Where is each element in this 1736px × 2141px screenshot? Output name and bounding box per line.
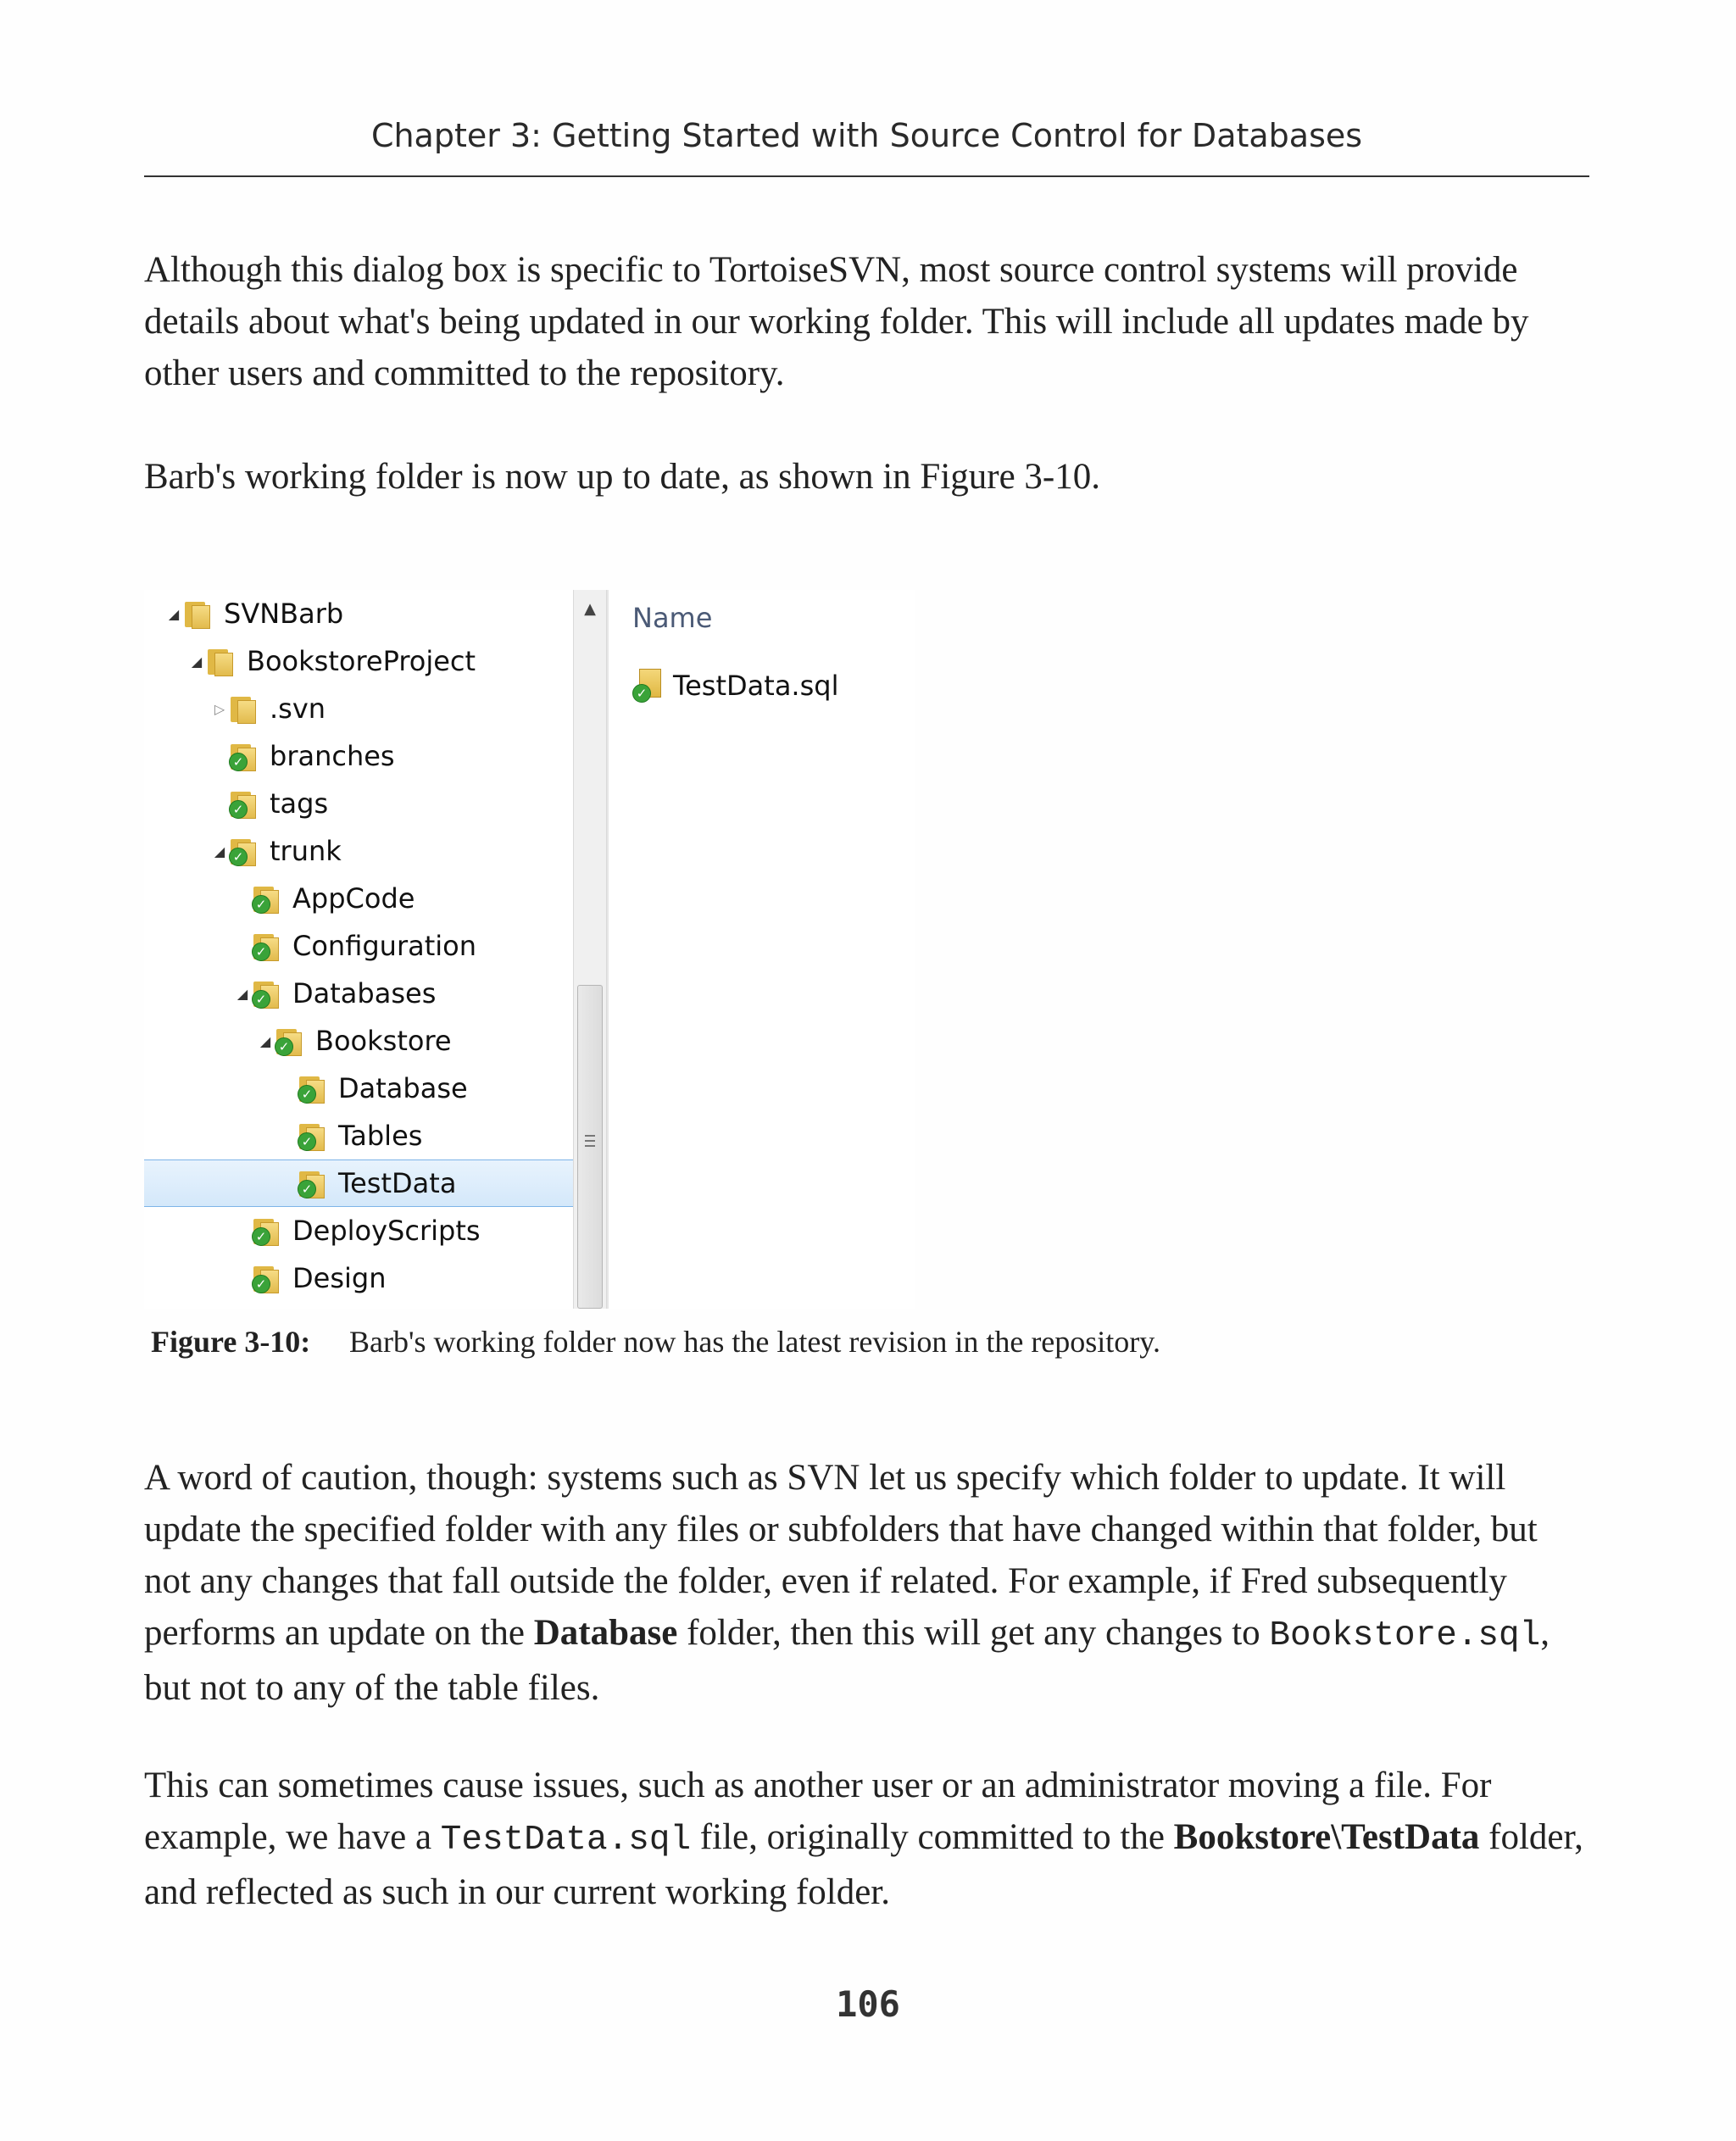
name-column-header[interactable]: Name xyxy=(632,602,713,634)
bold-term: Bookstore\TestData xyxy=(1173,1817,1480,1857)
paragraph-2: Barb's working folder is now up to date, as shown in Figure 3-10. xyxy=(144,457,1100,497)
code-term: TestData.sql xyxy=(440,1821,692,1860)
text-run: folder, then this will get any changes to xyxy=(677,1613,1270,1653)
tree-item-label: .svn xyxy=(270,692,326,725)
expand-arrow-icon[interactable]: ◢ xyxy=(214,842,225,859)
text-run: , but not to any of the table files. xyxy=(144,1613,1550,1708)
paragraph-4 xyxy=(144,1760,1589,1918)
svn-folder-icon: ✓ xyxy=(252,978,282,1009)
scroll-up-arrow-icon[interactable]: ▲ xyxy=(584,600,596,618)
paragraph-3 xyxy=(144,1452,1589,1714)
caption-text: Barb's working folder now has the latest revision in the repository. xyxy=(349,1325,1160,1359)
svn-folder-icon: ✓ xyxy=(298,1073,328,1104)
tree-item-label: DeployScripts xyxy=(292,1215,481,1247)
tree-item-label: branches xyxy=(270,740,395,772)
paragraph-1: Although this dialog box is specific to TortoiseSVN, most source control systems will provide details about what's being updated in our working folder. This will include all updates made by other users and committed to the repository. xyxy=(144,250,1529,393)
svn-folder-icon: ✓ xyxy=(252,1215,282,1246)
tree-item-label: Design xyxy=(292,1262,387,1294)
tree-item-branches[interactable] xyxy=(144,732,573,780)
svn-folder-icon: ✓ xyxy=(229,741,259,771)
svn-folder-icon: ✓ xyxy=(275,1026,305,1056)
svn-file-icon: ✓ xyxy=(632,669,663,703)
tree-item-deployscripts[interactable] xyxy=(144,1207,573,1254)
grip-icon xyxy=(585,1135,595,1147)
file-item-testdata-sql[interactable] xyxy=(632,665,838,707)
tree-item-appcode[interactable] xyxy=(144,875,573,922)
folder-icon xyxy=(229,693,259,724)
text-run: file, originally committed to the xyxy=(691,1817,1174,1857)
tree-item-bookstoreproject[interactable] xyxy=(144,637,573,685)
tree-item-label: Tables xyxy=(338,1120,423,1152)
svn-folder-icon: ✓ xyxy=(229,836,259,866)
text-run: A word of caution, though: systems such as SVN let us specify which folder to update. It will update the specified folder with any files or subfolders that have changed within that folder, but not any changes that fall outside the folder, even if related. For example, if Fred subsequently performs an update on the xyxy=(144,1458,1538,1653)
tree-item-label: TestData xyxy=(338,1167,457,1199)
text-run: This can sometimes cause issues, such as another user or an administrator moving a file. For example, we have a xyxy=(144,1766,1492,1857)
bold-term: Database xyxy=(533,1613,678,1653)
tree-item-configuration[interactable] xyxy=(144,922,573,970)
svn-folder-icon: ✓ xyxy=(252,931,282,961)
collapsed-arrow-icon[interactable]: ▷ xyxy=(214,700,225,717)
tree-item-label: Bookstore xyxy=(315,1025,452,1057)
tree-item-database[interactable] xyxy=(144,1065,573,1112)
figure-screenshot xyxy=(144,590,915,1309)
tree-item-tags[interactable] xyxy=(144,780,573,827)
running-header: Chapter 3: Getting Started with Source Control for Databases xyxy=(370,117,1363,154)
tree-scrollbar[interactable] xyxy=(573,590,607,1309)
folder-tree-pane xyxy=(144,590,573,1309)
expand-arrow-icon[interactable]: ◢ xyxy=(191,653,203,670)
tree-item-bookstore[interactable] xyxy=(144,1017,573,1065)
expand-arrow-icon[interactable]: ◢ xyxy=(259,1032,271,1049)
tree-item-tables[interactable] xyxy=(144,1112,573,1159)
page-number: 106 xyxy=(836,1983,900,2025)
code-term: Bookstore.sql xyxy=(1269,1616,1541,1655)
scroll-thumb[interactable] xyxy=(577,985,603,1309)
caption-label: Figure 3-10: xyxy=(151,1325,311,1359)
tree-item-svn[interactable] xyxy=(144,685,573,732)
expand-arrow-icon[interactable]: ◢ xyxy=(168,605,180,622)
svn-folder-icon: ✓ xyxy=(298,1168,328,1198)
figure-caption xyxy=(151,1324,1592,1360)
file-list-pane xyxy=(609,590,915,1309)
tree-item-label: BookstoreProject xyxy=(247,645,476,677)
tree-item-label: trunk xyxy=(270,835,342,867)
tree-item-design[interactable] xyxy=(144,1254,573,1302)
svn-folder-icon: ✓ xyxy=(229,788,259,819)
svn-folder-icon: ✓ xyxy=(298,1121,328,1151)
tree-item-databases[interactable] xyxy=(144,970,573,1017)
text-run: folder, and reflected as such in our current working folder. xyxy=(144,1817,1583,1912)
tree-item-label: AppCode xyxy=(292,882,415,915)
tree-item-label: SVNBarb xyxy=(224,598,344,630)
tree-item-label: Databases xyxy=(292,977,437,1009)
header-rule xyxy=(144,175,1589,177)
folder-icon xyxy=(183,598,214,629)
tree-item-trunk[interactable] xyxy=(144,827,573,875)
folder-icon xyxy=(206,646,236,676)
expand-arrow-icon[interactable]: ◢ xyxy=(236,985,248,1002)
file-name: TestData.sql xyxy=(673,670,839,702)
tree-item-svnbarb[interactable] xyxy=(144,590,573,637)
tree-item-label: tags xyxy=(270,787,329,820)
tree-item-label: Configuration xyxy=(292,930,477,962)
svn-folder-icon: ✓ xyxy=(252,883,282,914)
tree-item-label: Database xyxy=(338,1072,468,1104)
tree-item-testdata[interactable] xyxy=(144,1159,573,1207)
svn-folder-icon: ✓ xyxy=(252,1263,282,1293)
